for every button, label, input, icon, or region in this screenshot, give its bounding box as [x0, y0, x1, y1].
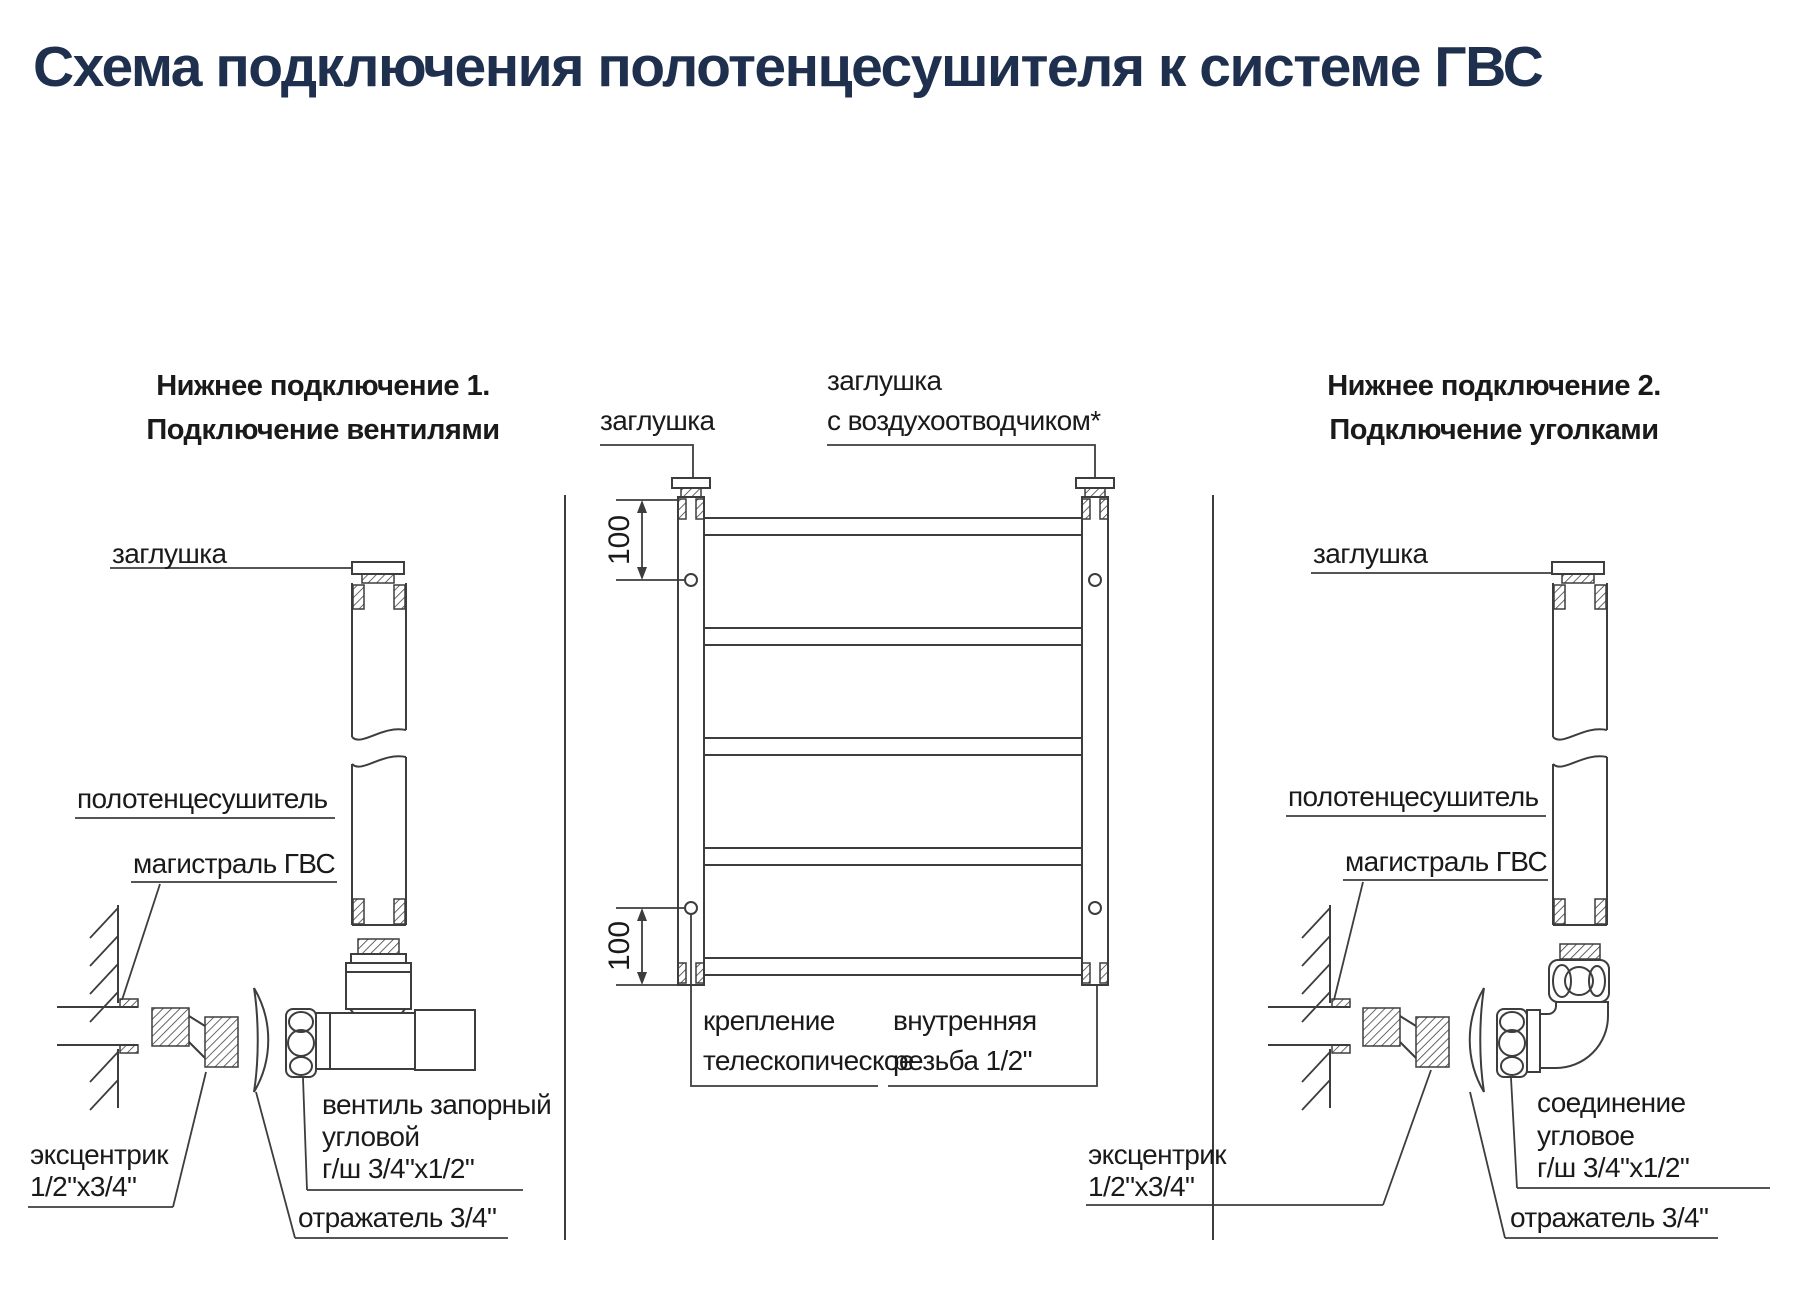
union-nut: [1497, 1009, 1527, 1077]
label-cap-right: заглушка: [1313, 538, 1428, 569]
leader-hws-main: [1334, 880, 1548, 1000]
label-cap-air-line1: заглушка: [827, 365, 942, 396]
label-cap-left: заглушка: [112, 538, 227, 569]
label-corner-line3: г/ш 3/4"х1/2": [1537, 1152, 1690, 1183]
hws-main-pipe: [1268, 999, 1350, 1053]
label-corner-line1: соединение: [1537, 1087, 1686, 1118]
label-eccentric-right-line2: 1/2"х3/4": [1088, 1171, 1195, 1202]
angle-valve: [286, 939, 475, 1077]
top-union: [1549, 944, 1609, 1002]
corner-connection: [1497, 944, 1609, 1077]
leader-cap: [600, 445, 693, 477]
label-thread-line2: резьба 1/2": [893, 1045, 1032, 1076]
reflector: [254, 988, 268, 1092]
cap-plug: [672, 478, 710, 497]
heading-connection-1-line2: Подключение вентилями: [146, 414, 500, 446]
dimension-100-bottom: 100: [603, 920, 636, 972]
valve-handle: [358, 939, 399, 954]
heading-connection-1-line1: Нижнее подключение 1.: [156, 370, 490, 402]
mount-hole: [685, 574, 697, 586]
bottom-connection-1: [28, 562, 523, 1238]
label-eccentric-left-line1: эксцентрик: [30, 1139, 168, 1170]
leader-cap-air: [827, 445, 1095, 477]
label-hws-main-left: магистраль ГВС: [133, 848, 336, 879]
label-towel-rail-right: полотенцесушитель: [1288, 781, 1539, 812]
label-reflector-right: отражатель 3/4": [1510, 1202, 1709, 1233]
eccentric-fitting: [1363, 1008, 1449, 1067]
page-title: Схема подключения полотенцесушителя к системе ГВС: [33, 35, 1543, 99]
heading-connection-2-line2: Подключение уголками: [1329, 414, 1659, 446]
label-valve-line1: вентиль запорный: [322, 1089, 552, 1120]
leader-hws-main: [122, 882, 337, 1000]
label-valve-line2: угловой: [322, 1121, 420, 1152]
towel-rail-pipe: [352, 583, 406, 925]
label-eccentric-right-line1: эксцентрик: [1088, 1139, 1226, 1170]
valve-outlet: [415, 1010, 475, 1070]
bottom-connection-2: [1086, 562, 1770, 1238]
hws-main-pipe: [57, 999, 138, 1053]
label-eccentric-left-line2: 1/2"х3/4": [30, 1171, 137, 1202]
label-cap-air-line2: с воздухоотводчиком*: [827, 405, 1101, 436]
mount-hole: [1089, 574, 1101, 586]
towel-rail-front-view: [600, 445, 1114, 1086]
label-valve-line3: г/ш 3/4"х1/2": [322, 1153, 475, 1184]
label-towel-rail-left: полотенцесушитель: [77, 783, 328, 814]
label-reflector-left: отражатель 3/4": [298, 1202, 497, 1233]
heading-connection-2-line1: Нижнее подключение 2.: [1327, 370, 1661, 402]
cap-air-vent: [1076, 478, 1114, 497]
cap-plug: [1552, 562, 1604, 583]
dimension-100-top: 100: [603, 514, 636, 566]
elbow: [1540, 1002, 1608, 1068]
label-mount-line2: телескопическое: [703, 1045, 914, 1076]
union-nut: [286, 1009, 316, 1077]
mount-hole: [1089, 902, 1101, 914]
label-hws-main-right: магистраль ГВС: [1345, 846, 1548, 877]
towel-rail-pipe: [1553, 583, 1607, 925]
label-thread-line1: внутренняя: [893, 1005, 1037, 1036]
eccentric-fitting: [152, 1008, 238, 1067]
valve-bonnet: [346, 972, 411, 1009]
label-mount-line1: крепление: [703, 1005, 835, 1036]
mount-hole: [685, 902, 697, 914]
label-corner-line2: угловое: [1537, 1120, 1635, 1151]
label-cap-center: заглушка: [600, 405, 715, 436]
reflector: [1470, 988, 1484, 1092]
cap-plug: [352, 562, 404, 583]
